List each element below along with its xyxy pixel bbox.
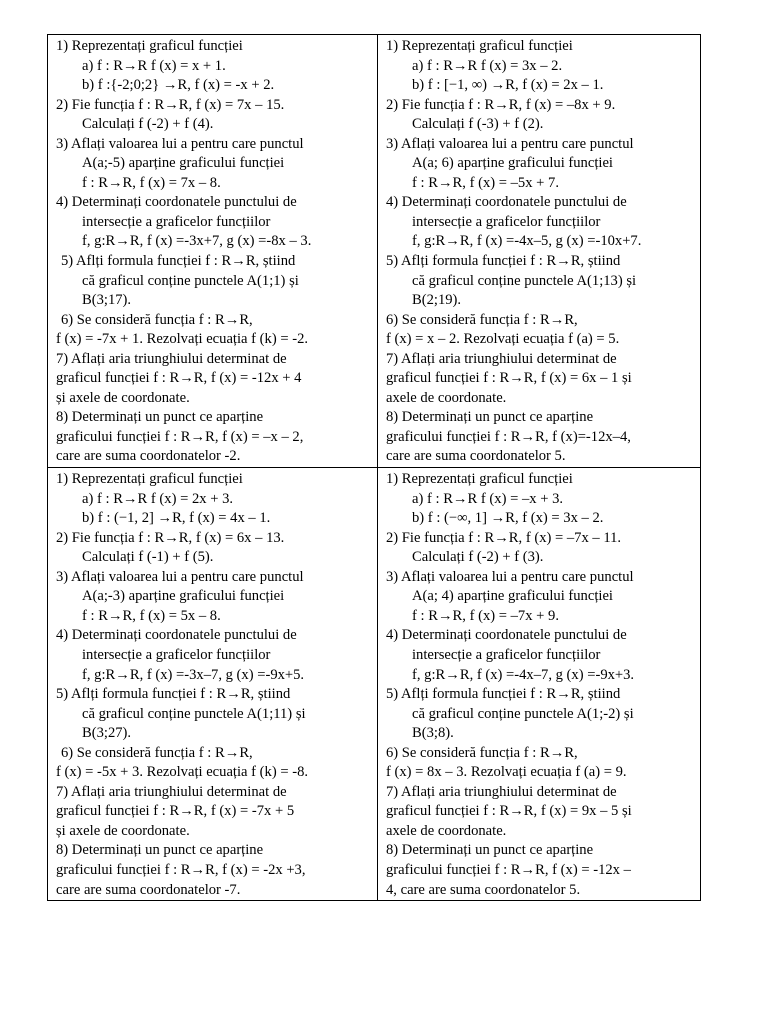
exercise-line: b) f :{-2;0;2} →R, f (x) = -x + 2. — [82, 77, 275, 94]
exercise-line: 8) Determinați un punct ce aparține — [56, 842, 264, 859]
exercise-line: graficul funcției f : R→R, f (x) = 6x – 1 și — [386, 370, 632, 387]
exercise-line: f : R→R, f (x) = –5x + 7. — [412, 174, 559, 191]
exercise-line: că graficul conține punctele A(1;1) și — [82, 272, 299, 289]
exercise-line: 1) Reprezentați graficul funcției — [386, 471, 573, 488]
exercise-line: 4) Determinați coordonatele punctului de — [386, 627, 627, 644]
exercise-line: intersecție a graficelor funcțiilor — [82, 213, 271, 230]
exercise-line: 7) Aflați aria triunghiului determinat de — [56, 783, 287, 800]
exercise-line: că graficul conține punctele A(1;-2) și — [412, 705, 634, 722]
exercise-line: 6) Se consideră funcția f : R→R, — [386, 311, 578, 328]
exercise-line: a) f : R→R f (x) = x + 1. — [82, 57, 226, 74]
exercise-line: graficul funcției f : R→R, f (x) = -7x + 5 — [56, 803, 295, 820]
exercise-line: 2) Fie funcția f : R→R, f (x) = 7x – 15. — [56, 96, 285, 113]
exercise-line: 1) Reprezentați graficul funcției — [386, 38, 573, 54]
exercise-line: b) f : [−1, ∞) →R, f (x) = 2x – 1. — [412, 77, 604, 94]
exercise-line: 2) Fie funcția f : R→R, f (x) = 6x – 13. — [56, 529, 285, 546]
exercise-line: b) f : (−∞, 1] →R, f (x) = 3x – 2. — [412, 510, 604, 527]
exercise-line: 7) Aflați aria triunghiului determinat de — [386, 350, 617, 367]
exercise-line: b) f : (−1, 2] →R, f (x) = 4x – 1. — [82, 510, 271, 527]
variant-card-bottom-right — [377, 467, 701, 901]
exercise-line: a) f : R→R f (x) = –x + 3. — [412, 490, 564, 507]
exercise-line: 5) Aflți formula funcției f : R→R, știind — [56, 686, 291, 703]
exercise-line: 1) Reprezentați graficul funcției — [56, 471, 243, 488]
exercise-line: f, g:R→R, f (x) =-4x–5, g (x) =-10x+7. — [412, 233, 642, 250]
exercise-line: B(3;17). — [82, 292, 132, 309]
exercise-line: 7) Aflați aria triunghiului determinat de — [56, 350, 287, 367]
exercise-line: f (x) = -7x + 1. Rezolvați ecuația f (k) = -2. — [56, 331, 309, 348]
exercise-line: Calculați f (-3) + f (2). — [412, 116, 544, 133]
exercise-line: 4) Determinați coordonatele punctului de — [56, 194, 297, 211]
exercise-line: f, g:R→R, f (x) =-3x+7, g (x) =-8x – 3. — [82, 233, 312, 250]
exercise-line: că graficul conține punctele A(1;13) și — [412, 272, 637, 289]
exercise-line: graficul funcției f : R→R, f (x) = -12x + 4 — [56, 370, 302, 387]
exercise-line: B(2;19). — [412, 292, 462, 309]
exercise-line: și axele de coordonate. — [56, 389, 190, 406]
exercise-line: intersecție a graficelor funcțiilor — [412, 213, 601, 230]
exercise-line: care are suma coordonatelor -7. — [56, 881, 241, 898]
exercise-line: care are suma coordonatelor -2. — [56, 448, 241, 465]
exercise-line: 2) Fie funcția f : R→R, f (x) = –7x – 11. — [386, 529, 622, 546]
exercise-line: a) f : R→R f (x) = 3x – 2. — [412, 57, 563, 74]
worksheet-grid — [47, 34, 701, 901]
variant-card-bottom-left — [47, 467, 377, 901]
exercise-line: axele de coordonate. — [386, 389, 507, 406]
exercise-line: graficului funcției f : R→R, f (x)=-12x–4, — [386, 428, 631, 445]
exercise-line: graficului funcției f : R→R, f (x) = -2x +3, — [56, 861, 306, 878]
exercise-line: 4) Determinați coordonatele punctului de — [56, 627, 297, 644]
exercise-line: 5) Aflți formula funcției f : R→R, știind — [386, 253, 621, 270]
exercise-line: f : R→R, f (x) = 5x – 8. — [82, 607, 221, 624]
exercise-line: Calculați f (-2) + f (4). — [82, 116, 214, 133]
exercise-line: f, g:R→R, f (x) =-4x–7, g (x) =-9x+3. — [412, 666, 635, 683]
exercise-line: Calculați f (-2) + f (3). — [412, 549, 544, 566]
exercise-line: graficului funcției f : R→R, f (x) = –x – 2, — [56, 428, 304, 445]
exercise-line: 6) Se consideră funcția f : R→R, — [386, 744, 578, 761]
exercise-line: 5) Aflți formula funcției f : R→R, știind — [61, 253, 296, 270]
exercise-line: B(3;27). — [82, 725, 132, 742]
exercise-line: graficului funcției f : R→R, f (x) = -12x – — [386, 861, 631, 878]
exercise-line: 6) Se consideră funcția f : R→R, — [61, 744, 253, 761]
exercise-line: f (x) = x – 2. Rezolvați ecuația f (a) = 5. — [386, 331, 620, 348]
exercise-line: f : R→R, f (x) = –7x + 9. — [412, 607, 559, 624]
exercise-line: A(a;-5) aparține graficului funcției — [82, 155, 285, 172]
exercise-line: 3) Aflați valoarea lui a pentru care punctul — [56, 135, 304, 152]
exercise-line: axele de coordonate. — [386, 822, 507, 839]
exercise-line: 4, care are suma coordonatelor 5. — [386, 881, 581, 898]
exercise-line: 1) Reprezentați graficul funcției — [56, 38, 243, 54]
exercise-line: f : R→R, f (x) = 7x – 8. — [82, 174, 221, 191]
exercise-line: f (x) = -5x + 3. Rezolvați ecuația f (k) = -8. — [56, 764, 309, 781]
exercise-line: 5) Aflți formula funcției f : R→R, știind — [386, 686, 621, 703]
exercise-line: f, g:R→R, f (x) =-3x–7, g (x) =-9x+5. — [82, 666, 305, 683]
exercise-line: 7) Aflați aria triunghiului determinat de — [386, 783, 617, 800]
exercise-line: 4) Determinați coordonatele punctului de — [386, 194, 627, 211]
exercise-line: și axele de coordonate. — [56, 822, 190, 839]
exercise-line: 8) Determinați un punct ce aparține — [56, 409, 264, 426]
exercise-line: intersecție a graficelor funcțiilor — [412, 646, 601, 663]
exercise-line: Calculați f (-1) + f (5). — [82, 549, 214, 566]
exercise-line: A(a; 4) aparține graficului funcției — [412, 588, 613, 605]
exercise-line: intersecție a graficelor funcțiilor — [82, 646, 271, 663]
exercise-line: 8) Determinați un punct ce aparține — [386, 842, 594, 859]
exercise-line: A(a; 6) aparține graficului funcției — [412, 155, 613, 172]
exercise-line: 3) Aflați valoarea lui a pentru care punctul — [386, 568, 634, 585]
exercise-line: 6) Se consideră funcția f : R→R, — [61, 311, 253, 328]
exercise-line: 2) Fie funcția f : R→R, f (x) = –8x + 9. — [386, 96, 616, 113]
exercise-line: graficul funcției f : R→R, f (x) = 9x – 5 și — [386, 803, 632, 820]
variant-card-top-right — [377, 34, 701, 467]
variant-card-top-left — [47, 34, 377, 467]
exercise-line: A(a;-3) aparține graficului funcției — [82, 588, 285, 605]
exercise-line: B(3;8). — [412, 725, 454, 742]
exercise-line: care are suma coordonatelor 5. — [386, 448, 566, 465]
exercise-line: că graficul conține punctele A(1;11) și — [82, 705, 306, 722]
exercise-line: 8) Determinați un punct ce aparține — [386, 409, 594, 426]
exercise-line: 3) Aflați valoarea lui a pentru care punctul — [386, 135, 634, 152]
exercise-line: 3) Aflați valoarea lui a pentru care punctul — [56, 568, 304, 585]
exercise-line: f (x) = 8x – 3. Rezolvați ecuația f (a) = 9. — [386, 764, 627, 781]
exercise-line: a) f : R→R f (x) = 2x + 3. — [82, 490, 234, 507]
